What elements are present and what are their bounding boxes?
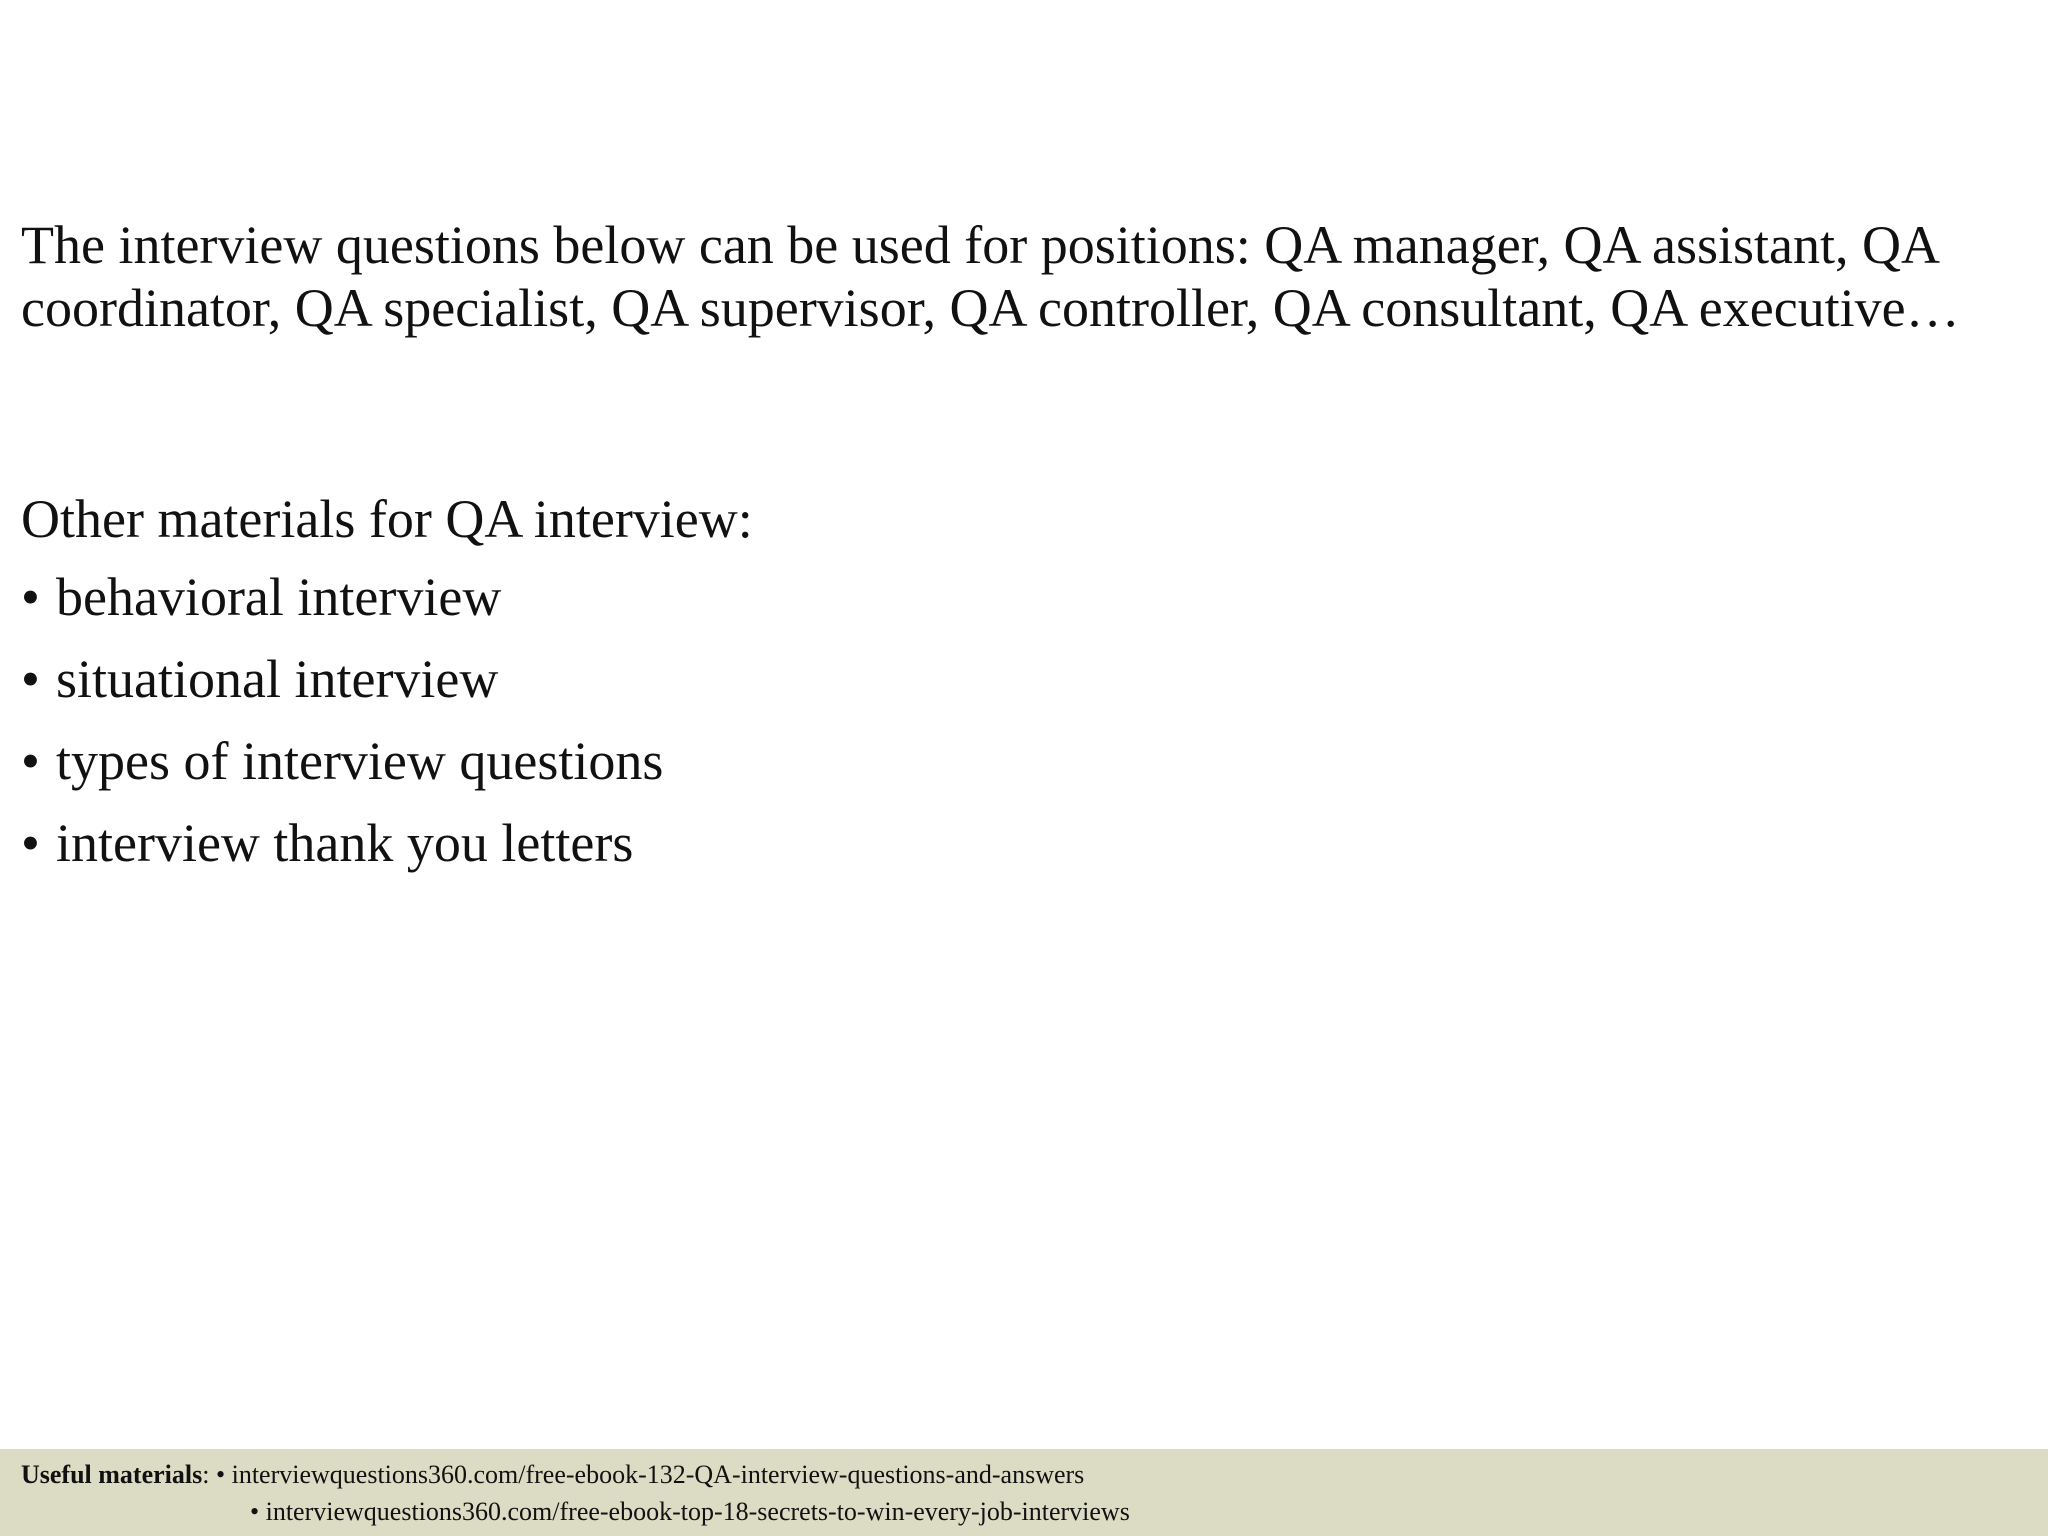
- materials-heading: Other materials for QA interview:: [21, 489, 753, 549]
- bullet-icon: •: [21, 731, 40, 791]
- materials-item-label: interview thank you letters: [56, 813, 634, 873]
- footer-link-ebook-qa-questions[interactable]: interviewquestions360.com/free-ebook-132-QA-interview-questions-and-answers: [231, 1460, 1085, 1489]
- footer-link-ebook-secrets[interactable]: interviewquestions360.com/free-ebook-top-18-secrets-to-win-every-job-interviews: [265, 1497, 1130, 1526]
- footer-separator: :: [202, 1460, 216, 1489]
- materials-list: [21, 566, 663, 894]
- bullet-icon: •: [21, 567, 40, 627]
- materials-item-situational[interactable]: [21, 648, 663, 730]
- materials-item-label: behavioral interview: [56, 567, 502, 627]
- footer-row-2: [21, 1493, 1130, 1530]
- materials-item-thank-you-letters[interactable]: [21, 812, 663, 894]
- bullet-icon: •: [21, 813, 40, 873]
- footer-label: Useful materials: [21, 1460, 203, 1489]
- footer-content: [21, 1456, 1130, 1530]
- materials-item-label: situational interview: [56, 649, 499, 709]
- bullet-icon: •: [21, 649, 40, 709]
- footer-bullet-icon: •: [250, 1497, 260, 1526]
- materials-item-label: types of interview questions: [56, 731, 664, 791]
- footer-bar: [0, 1449, 2048, 1536]
- materials-item-behavioral[interactable]: [21, 566, 663, 648]
- materials-item-types-of-questions[interactable]: [21, 730, 663, 812]
- footer-bullet-icon: •: [215, 1460, 226, 1489]
- footer-row-1: [21, 1456, 1130, 1493]
- intro-paragraph: The interview questions below can be used for positions: QA manager, QA assistant, QA coordinator, QA specialist, QA supervisor, QA controller, QA consultant, QA executive…: [21, 215, 1960, 338]
